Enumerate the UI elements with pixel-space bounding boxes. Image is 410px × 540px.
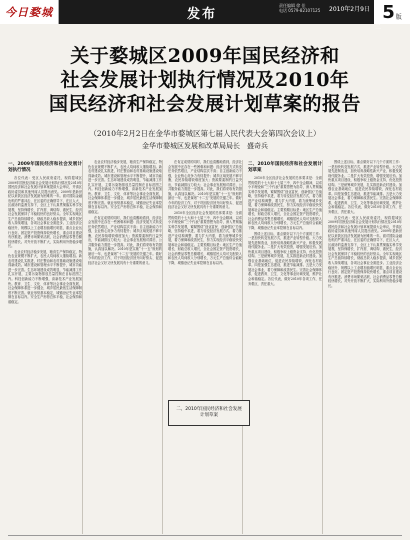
section-subhead-1: 一、2009年国民经济和社会发展计划执行情况: [8, 162, 82, 173]
masthead-bar: [59, 0, 382, 31]
body-paragraph: 各位代表：受区人民政府委托，现将婺城区2009年国民经济和社会发展计划执行情况及2010年国民经济和社会发展计划草案提请大会审议，并请区政协委员和其他列席人员提出意见。2009年是新世纪以来我区经济发展最为困难的一年。面对国际金融危机的严重冲击，在区委的正确领导下，在区人大、区政协的监督支持下，全区上下认真贯彻落实科学发展观，坚持保增长、扩内需、调结构、惠民生，经济社会发展保持了平稳较快的良好势头。全年实现地区生产总值持续增长，财政总收入稳步提高，城乡居民收入持续增加，各项社会事业全面进步。工业经济企稳回升，规模以上工业增加值增长明显，重点企业运行良好。固定资产投资保持较快增长，重点项目建设有序推进。消费市场繁荣活跃，社会消费品零售总额较快增长。对外开放不断扩大，实际利用外资稳步增长。: [8, 176, 82, 249]
bottom-divider: [8, 535, 402, 536]
body-column-5: [328, 160, 402, 534]
newspaper-logo: [0, 0, 59, 24]
page-unit: 版: [395, 13, 402, 21]
body-paragraph: 农业农村经济稳步发展，粮食生产保持稳定，特色农业规模不断扩大，农民人均纯收入继续增加。新农村建设扎实推进，村庄整治和农村基础设施建设取得新成效。城市建设和管理水平不断提升，城市功能进一步完善。生态环境建设成效明显，节能减排工作扎实开展，主要污染物排放总量控制在目标范围之内。科技创新能力不断增强，高新技术产业发展加快。教育、卫生、文化、体育等社会事业全面发展，社会保障体系进一步健全，城乡居民最低生活保障制度不断完善。就业形势基本稳定，城镇登记失业率控制在目标以内。安全生产形势总体平稳，社会保持和谐稳定。: [88, 160, 162, 215]
body-column-3: [168, 160, 243, 534]
body-paragraph: 围绕上述目标，重点做好以下几个方面的工作：一是加快转变发展方式，推进产业转型升级。大力发展先进制造业，加快培育战略性新兴产业，积极发展现代服务业。二是扩大有效投资，增强发展后劲。加快重点项目建设，积极争取上级资金支持，优化投资结构。三是统筹城乡发展，扎实推进新农村建设。加强农业基础地位，促进农民持续增收，深化农村改革。四是加强生态建设，推进节能减排。五是大力发展社会事业，着力保障和改善民生。完善社会保障体系，促进教育、卫生、文化等事业协调发展，维护社会和谐稳定。各位代表，做好2010年各项工作，任务艰巨，责任重大。: [328, 160, 402, 215]
headline-line-2: 社会发展计划执行情况及2010年: [60, 69, 350, 91]
headline-line-1: 关于婺城区2009年国民经济和: [70, 45, 340, 67]
insert-line-2: 计划草案: [200, 413, 218, 418]
brand-name: 今日婺城: [5, 6, 53, 19]
editor-line: 责任编辑 徐 佳: [279, 3, 306, 8]
issue-date: 2010年2月9日: [329, 6, 370, 13]
body-paragraph: 2010年全区经济社会发展的总体要求是：全面贯彻党的十七大和十七届三中、四中全会精神，以邓小平理论和“三个代表”重要思想为指导，深入贯彻落实科学发展观，紧紧围绕“创业富民、创新强区”总战略，坚持稳中求进，着力转变经济发展方式，着力推进产业结构调整，着力扩大内需，着力统筹城乡发展，着力保障和改善民生，努力实现经济平稳较快发展和社会和谐稳定。主要预期目标是：地区生产总值增长，财政总收入增长，全社会固定资产投资增长，社会消费品零售总额增长，城镇居民人均可支配收入和农民人均纯收入分别增长，万元生产总值综合能耗下降，城镇登记失业率控制在目标以内。: [168, 211, 242, 266]
phone-line: 电话 0579-82107125: [279, 8, 321, 13]
body-paragraph: 农业农村经济稳步发展，粮食生产保持稳定，特色农业规模不断扩大，农民人均纯收入继续增加。新农村建设扎实推进，村庄整治和农村基础设施建设取得新成效。城市建设和管理水平不断提升，城市功能进一步完善。生态环境建设成效明显，节能减排工作扎实开展，主要污染物排放总量控制在目标范围之内。科技创新能力不断增强，高新技术产业发展加快。教育、卫生、文化、体育等社会事业全面发展，社会保障体系进一步健全，城乡居民最低生活保障制度不断完善。就业形势基本稳定，城镇登记失业率控制在目标以内。安全生产形势总体平稳，社会保持和谐稳定。: [8, 249, 82, 304]
editor-info: [279, 3, 320, 13]
body-paragraph: 各位代表：受区人民政府委托，现将婺城区2009年国民经济和社会发展计划执行情况及2010年国民经济和社会发展计划草案提请大会审议，并请区政协委员和其他列席人员提出意见。2009年是新世纪以来我区经济发展最为困难的一年。面对国际金融危机的严重冲击，在区委的正确领导下，在区人大、区政协的监督支持下，全区上下认真贯彻落实科学发展观，坚持保增长、扩内需、调结构、惠民生，经济社会发展保持了平稳较快的良好势头。全年实现地区生产总值持续增长，财政总收入稳步提高，城乡居民收入持续增加，各项社会事业全面进步。工业经济企稳回升，规模以上工业增加值增长明显，重点企业运行良好。固定资产投资保持较快增长，重点项目建设有序推进。消费市场繁荣活跃，社会消费品零售总额较快增长。对外开放不断扩大，实际利用外资稳步增长。: [328, 215, 402, 288]
headline-line-3: 国民经济和社会发展计划草案的报告: [48, 93, 361, 115]
article-byline: 金华市婺城区发展和改革局局长 盛奇兵: [142, 142, 268, 150]
body-column-2: [88, 160, 163, 534]
body-column-1: [8, 160, 83, 534]
body-paragraph: 在肯定成绩的同时，我们也清醒地看到，经济社会发展中还存在一些困难和问题：经济发展方式转变任务依然艰巨，产业结构层次不高；自主创新能力不强，企业核心竞争力有待提升；城乡区域发展不够平衡，农民持续增收难度加大；资源要素制约日益突出，节能减排压力较大；社会事业发展相对滞后，公共服务能力需进一步提高。对此，我们将采取有效措施，认真加以解决。2010年是实施“十一五”规划的最后一年，也是谋划“十二五”发展的关键之年。做好今年的经济工作，对于巩固经济回升向好势头、促进经济社会又好又快发展具有十分重要的意义。: [88, 215, 162, 266]
issue-weekday: 星期二: [375, 6, 382, 31]
section-title: 发布: [187, 6, 218, 22]
insert-line-1: 二、2010年国民经济和社会发展: [176, 407, 242, 412]
body-paragraph: 在肯定成绩的同时，我们也清醒地看到，经济社会发展中还存在一些困难和问题：经济发展方式转变任务依然艰巨，产业结构层次不高；自主创新能力不强，企业核心竞争力有待提升；城乡区域发展不够平衡，农民持续增收难度加大；资源要素制约日益突出，节能减排压力较大；社会事业发展相对滞后，公共服务能力需进一步提高。对此，我们将采取有效措施，认真加以解决。2010年是实施“十一五”规划的最后一年，也是谋划“十二五”发展的关键之年。做好今年的经济工作，对于巩固经济回升向好势头、促进经济社会又好又快发展具有十分重要的意义。: [168, 160, 242, 210]
article-subnote: （2010年2月2日在金华市婺城区第七届人民代表大会第四次会议上）: [89, 129, 321, 138]
page-number: 5: [382, 1, 395, 23]
body-column-4: [248, 160, 323, 534]
article-headline: [0, 44, 410, 116]
masthead: [0, 0, 410, 31]
body-paragraph: 围绕上述目标，重点做好以下几个方面的工作：一是加快转变发展方式，推进产业转型升级。大力发展先进制造业，加快培育战略性新兴产业，积极发展现代服务业。二是扩大有效投资，增强发展后劲。加快重点项目建设，积极争取上级资金支持，优化投资结构。三是统筹城乡发展，扎实推进新农村建设。加强农业基础地位，促进农民持续增收，深化农村改革。四是加强生态建设，推进节能减排。五是大力发展社会事业，着力保障和改善民生。完善社会保障体系，促进教育、卫生、文化等事业协调发展，维护社会和谐稳定。各位代表，做好2010年各项工作，任务艰巨，责任重大。: [248, 231, 322, 286]
section-insert-box: [168, 400, 250, 426]
section-subhead-2: 二、2010年国民经济和社会发展计划草案: [248, 162, 322, 173]
body-paragraph: 2010年全区经济社会发展的总体要求是：全面贯彻党的十七大和十七届三中、四中全会精神，以邓小平理论和“三个代表”重要思想为指导，深入贯彻落实科学发展观，紧紧围绕“创业富民、创新强区”总战略，坚持稳中求进，着力转变经济发展方式，着力推进产业结构调整，着力扩大内需，着力统筹城乡发展，着力保障和改善民生，努力实现经济平稳较快发展和社会和谐稳定。主要预期目标是：地区生产总值增长，财政总收入增长，全社会固定资产投资增长，社会消费品零售总额增长，城镇居民人均可支配收入和农民人均纯收入分别增长，万元生产总值综合能耗下降，城镇登记失业率控制在目标以内。: [248, 176, 322, 231]
article-body: [8, 160, 402, 534]
